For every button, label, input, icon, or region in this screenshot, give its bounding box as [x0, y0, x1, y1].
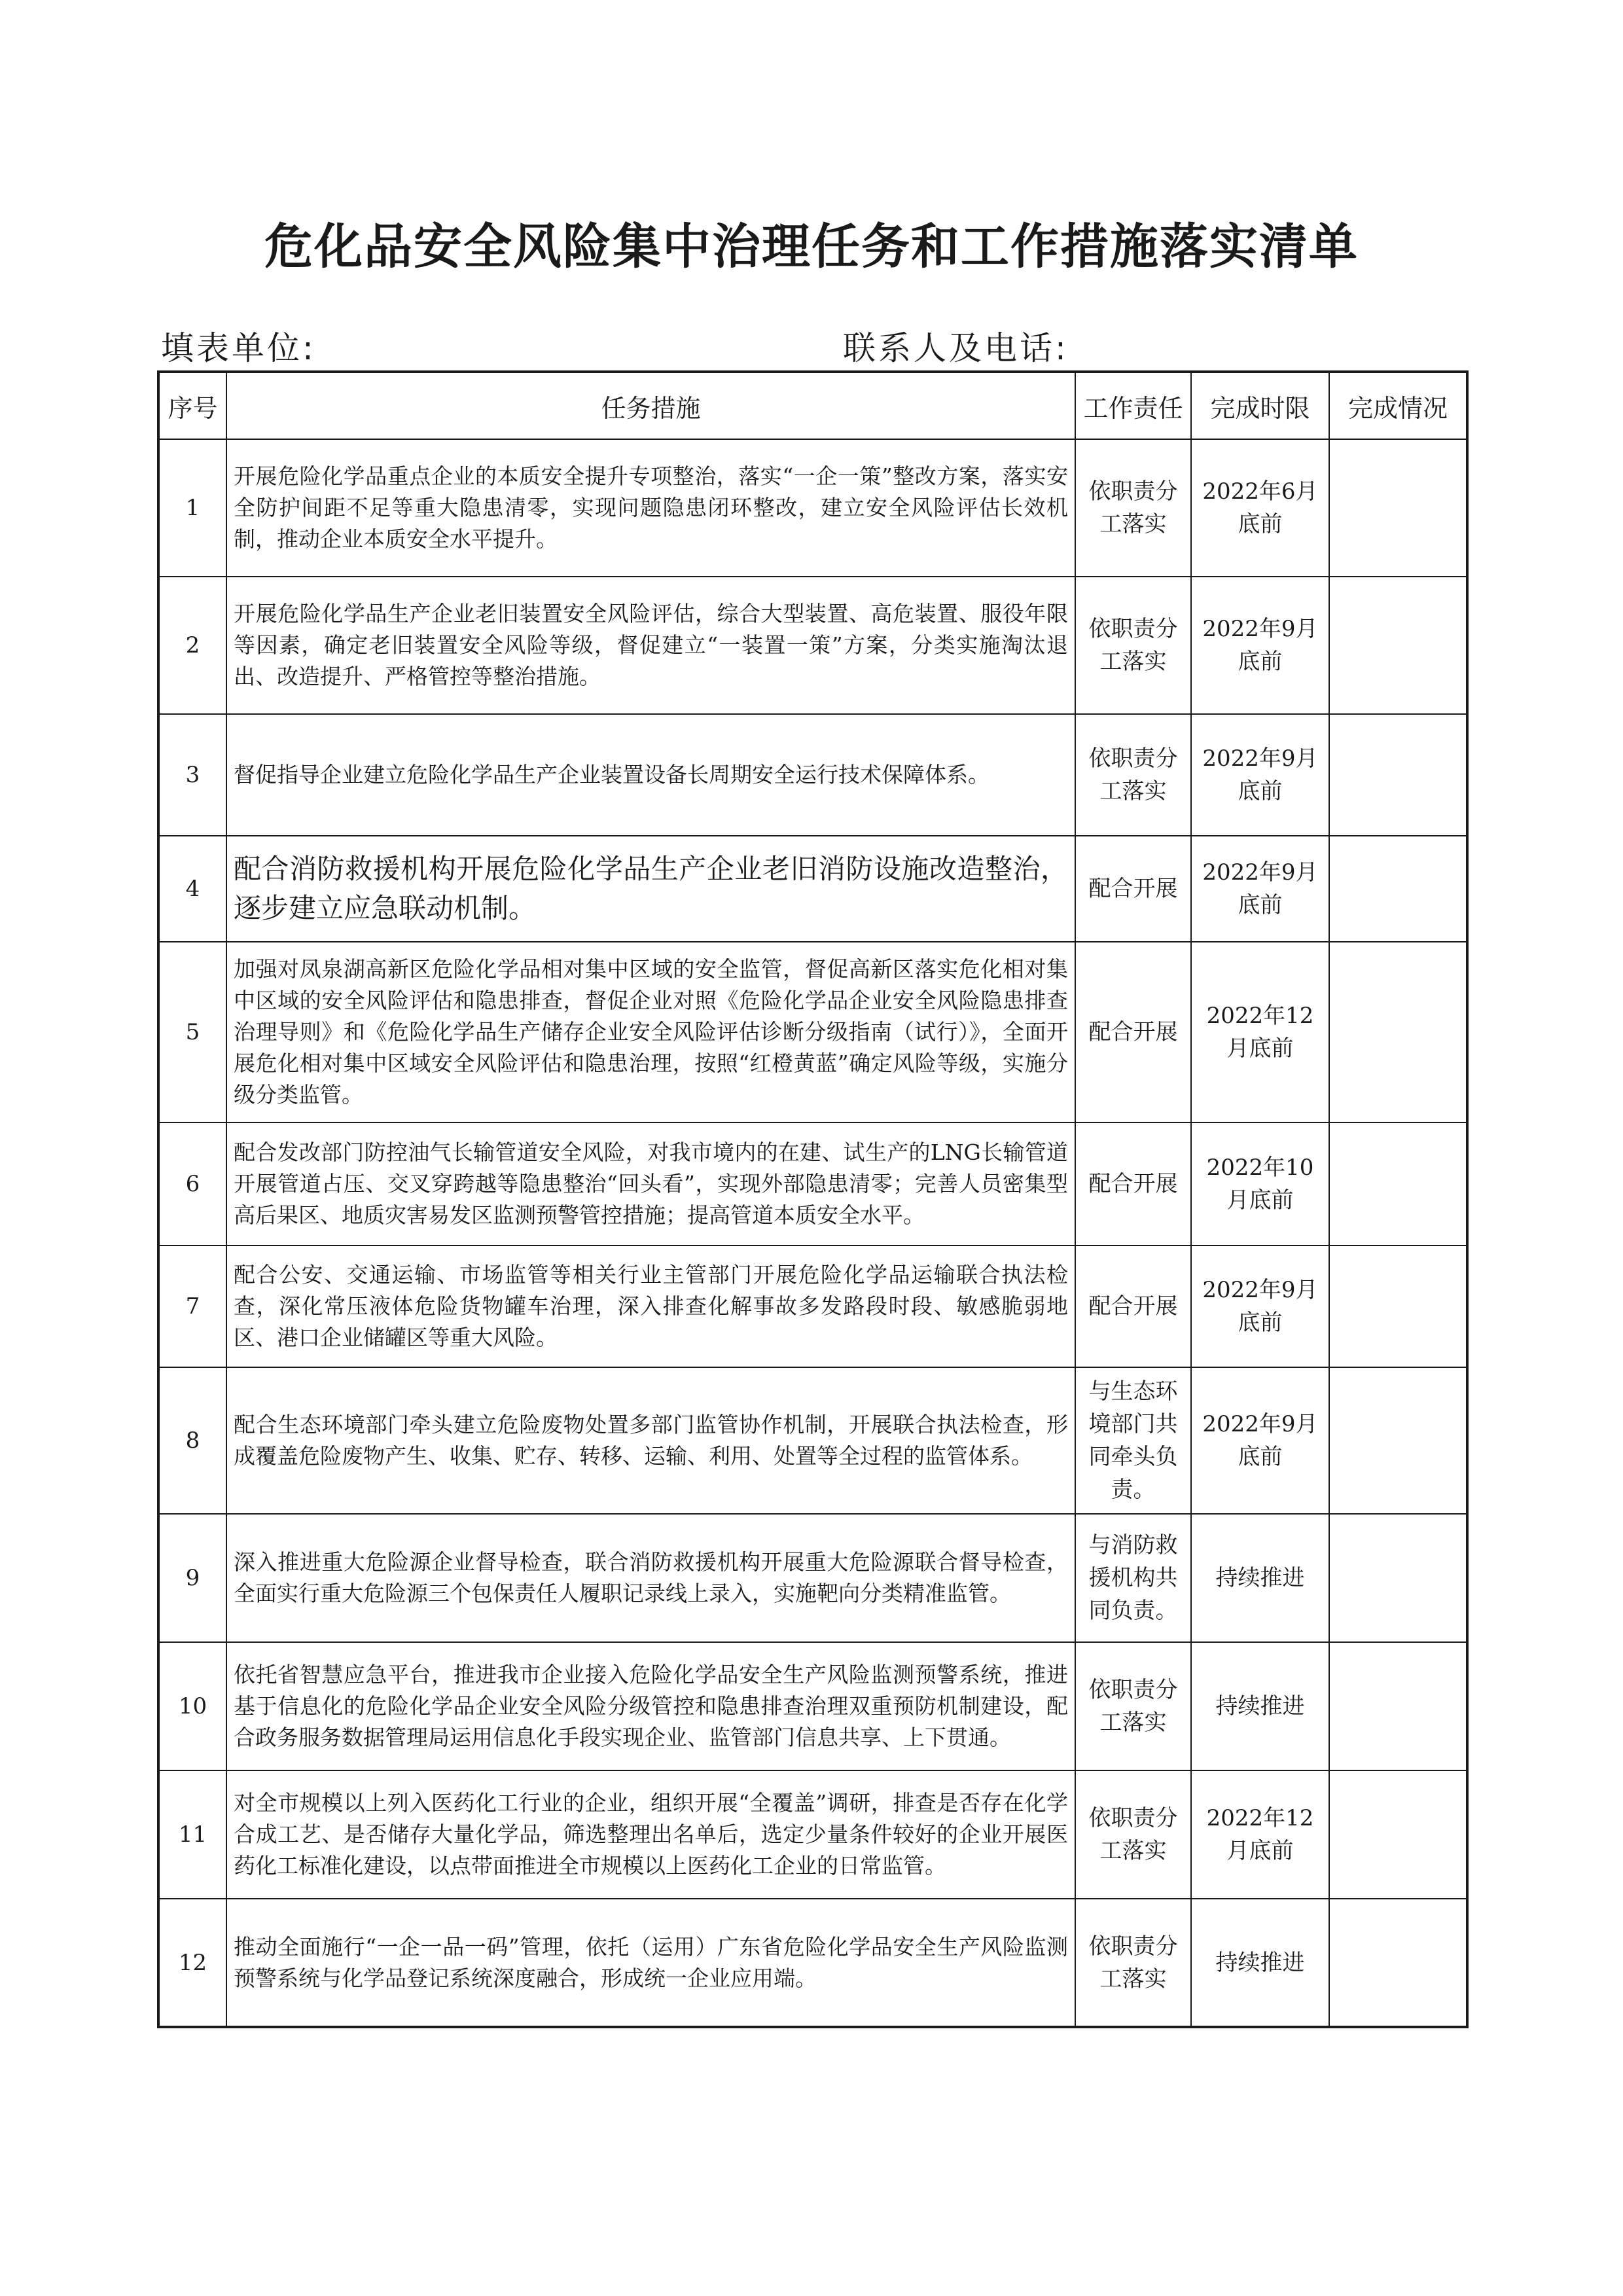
row-task: 依托省智慧应急平台，推进我市企业接入危险化学品安全生产风险监测预警系统，推进基于信息化的危险化学品企业安全风险分级管控和隐患排查治理双重预防机制建设，配合政务服务数据管理局运用信息化手段实现企业、监管部门信息共享、上下贯通。: [226, 1642, 1075, 1770]
table-row: [158, 942, 1467, 1122]
row-responsibility: 依职责分工落实: [1075, 577, 1191, 714]
table-row: [158, 1122, 1467, 1246]
row-deadline: 持续推进: [1191, 1899, 1329, 2027]
document-title: 危化品安全风险集中治理任务和工作措施落实清单: [264, 219, 1359, 275]
row-deadline: 2022年12月底前: [1191, 942, 1329, 1122]
row-deadline: 2022年9月底前: [1191, 1246, 1329, 1367]
table-row: [158, 1770, 1467, 1899]
row-status[interactable]: [1329, 1899, 1467, 2027]
row-task: 对全市规模以上列入医药化工行业的企业，组织开展“全覆盖”调研，排查是否存在化学合成工艺、是否储存大量化学品，筛选整理出名单后，选定少量条件较好的企业开展医药化工标准化建设，以点带面推进全市规模以上医药化工企业的日常监管。: [226, 1770, 1075, 1899]
row-deadline: 2022年12月底前: [1191, 1770, 1329, 1899]
row-task: 配合生态环境部门牵头建立危险废物处置多部门监管协作机制，开展联合执法检查，形成覆盖危险废物产生、收集、贮存、转移、运输、利用、处置等全过程的监管体系。: [226, 1367, 1075, 1514]
row-number: 4: [158, 836, 226, 942]
table-header-row: [158, 372, 1467, 439]
row-deadline: 2022年10月底前: [1191, 1122, 1329, 1246]
header-no: 序号: [158, 372, 226, 439]
row-status[interactable]: [1329, 1367, 1467, 1514]
header-status: 完成情况: [1329, 372, 1467, 439]
row-deadline: 持续推进: [1191, 1642, 1329, 1770]
row-number: 12: [158, 1899, 226, 2027]
table-row: [158, 577, 1467, 714]
row-status[interactable]: [1329, 439, 1467, 577]
row-task: 配合发改部门防控油气长输管道安全风险，对我市境内的在建、试生产的LNG长输管道开展管道占压、交叉穿跨越等隐患整治“回头看”，实现外部隐患清零；完善人员密集型高后果区、地质灾害易发区监测预警管控措施；提高管道本质安全水平。: [226, 1122, 1075, 1246]
table-row: [158, 1246, 1467, 1367]
row-number: 11: [158, 1770, 226, 1899]
row-status[interactable]: [1329, 836, 1467, 942]
table-row: [158, 439, 1467, 577]
row-responsibility: 依职责分工落实: [1075, 714, 1191, 836]
table-row: [158, 714, 1467, 836]
row-status[interactable]: [1329, 577, 1467, 714]
table-row: [158, 1899, 1467, 2027]
table-row: [158, 1514, 1467, 1642]
table-row: [158, 1367, 1467, 1514]
row-deadline: 2022年9月底前: [1191, 714, 1329, 836]
task-table: [157, 370, 1469, 2028]
header-responsibility: 工作责任: [1075, 372, 1191, 439]
row-status[interactable]: [1329, 1122, 1467, 1246]
row-deadline: 2022年9月底前: [1191, 1367, 1329, 1514]
row-number: 3: [158, 714, 226, 836]
row-number: 7: [158, 1246, 226, 1367]
row-status[interactable]: [1329, 942, 1467, 1122]
row-task: 督促指导企业建立危险化学品生产企业装置设备长周期安全运行技术保障体系。: [226, 714, 1075, 836]
row-status[interactable]: [1329, 714, 1467, 836]
row-responsibility: 配合开展: [1075, 1122, 1191, 1246]
row-task: 深入推进重大危险源企业督导检查，联合消防救援机构开展重大危险源联合督导检查，全面实行重大危险源三个包保责任人履职记录线上录入，实施靶向分类精准监管。: [226, 1514, 1075, 1642]
row-number: 10: [158, 1642, 226, 1770]
row-responsibility: 依职责分工落实: [1075, 1899, 1191, 2027]
row-status[interactable]: [1329, 1770, 1467, 1899]
row-task: 开展危险化学品生产企业老旧装置安全风险评估，综合大型装置、高危装置、服役年限等因素，确定老旧装置安全风险等级，督促建立“一装置一策”方案，分类实施淘汰退出、改造提升、严格管控等整治措施。: [226, 577, 1075, 714]
row-deadline: 持续推进: [1191, 1514, 1329, 1642]
fill-unit-label: 填表单位:: [161, 329, 316, 367]
header-deadline: 完成时限: [1191, 372, 1329, 439]
row-responsibility: 依职责分工落实: [1075, 1770, 1191, 1899]
row-number: 2: [158, 577, 226, 714]
row-responsibility: 配合开展: [1075, 942, 1191, 1122]
header-task: 任务措施: [226, 372, 1075, 439]
row-status[interactable]: [1329, 1514, 1467, 1642]
row-number: 1: [158, 439, 226, 577]
row-responsibility: 配合开展: [1075, 1246, 1191, 1367]
row-number: 8: [158, 1367, 226, 1514]
row-responsibility: 与生态环境部门共同牵头负责。: [1075, 1367, 1191, 1514]
row-number: 9: [158, 1514, 226, 1642]
row-responsibility: 依职责分工落实: [1075, 439, 1191, 577]
contact-label: 联系人及电话:: [843, 329, 1069, 367]
row-responsibility: 依职责分工落实: [1075, 1642, 1191, 1770]
table-row: [158, 836, 1467, 942]
row-task: 加强对凤泉湖高新区危险化学品相对集中区域的安全监管，督促高新区落实危化相对集中区域的安全风险评估和隐患排查，督促企业对照《危险化学品企业安全风险隐患排查治理导则》和《危险化学品生产储存企业安全风险评估诊断分级指南（试行）》，全面开展危化相对集中区域安全风险评估和隐患治理，按照“红橙黄蓝”确定风险等级，实施分级分类监管。: [226, 942, 1075, 1122]
row-deadline: 2022年9月底前: [1191, 577, 1329, 714]
row-task: 配合消防救援机构开展危险化学品生产企业老旧消防设施改造整治，逐步建立应急联动机制。: [226, 836, 1075, 942]
row-number: 6: [158, 1122, 226, 1246]
row-deadline: 2022年6月底前: [1191, 439, 1329, 577]
row-responsibility: 与消防救援机构共同负责。: [1075, 1514, 1191, 1642]
row-task: 配合公安、交通运输、市场监管等相关行业主管部门开展危险化学品运输联合执法检查，深化常压液体危险货物罐车治理，深入排查化解事故多发路段时段、敏感脆弱地区、港口企业储罐区等重大风险。: [226, 1246, 1075, 1367]
row-number: 5: [158, 942, 226, 1122]
row-status[interactable]: [1329, 1246, 1467, 1367]
row-status[interactable]: [1329, 1642, 1467, 1770]
table-row: [158, 1642, 1467, 1770]
row-responsibility: 配合开展: [1075, 836, 1191, 942]
row-deadline: 2022年9月底前: [1191, 836, 1329, 942]
row-task: 开展危险化学品重点企业的本质安全提升专项整治，落实“一企一策”整改方案，落实安全防护间距不足等重大隐患清零，实现问题隐患闭环整改，建立安全风险评估长效机制，推动企业本质安全水平提升。: [226, 439, 1075, 577]
row-task: 推动全面施行“一企一品一码”管理，依托（运用）广东省危险化学品安全生产风险监测预警系统与化学品登记系统深度融合，形成统一企业应用端。: [226, 1899, 1075, 2027]
